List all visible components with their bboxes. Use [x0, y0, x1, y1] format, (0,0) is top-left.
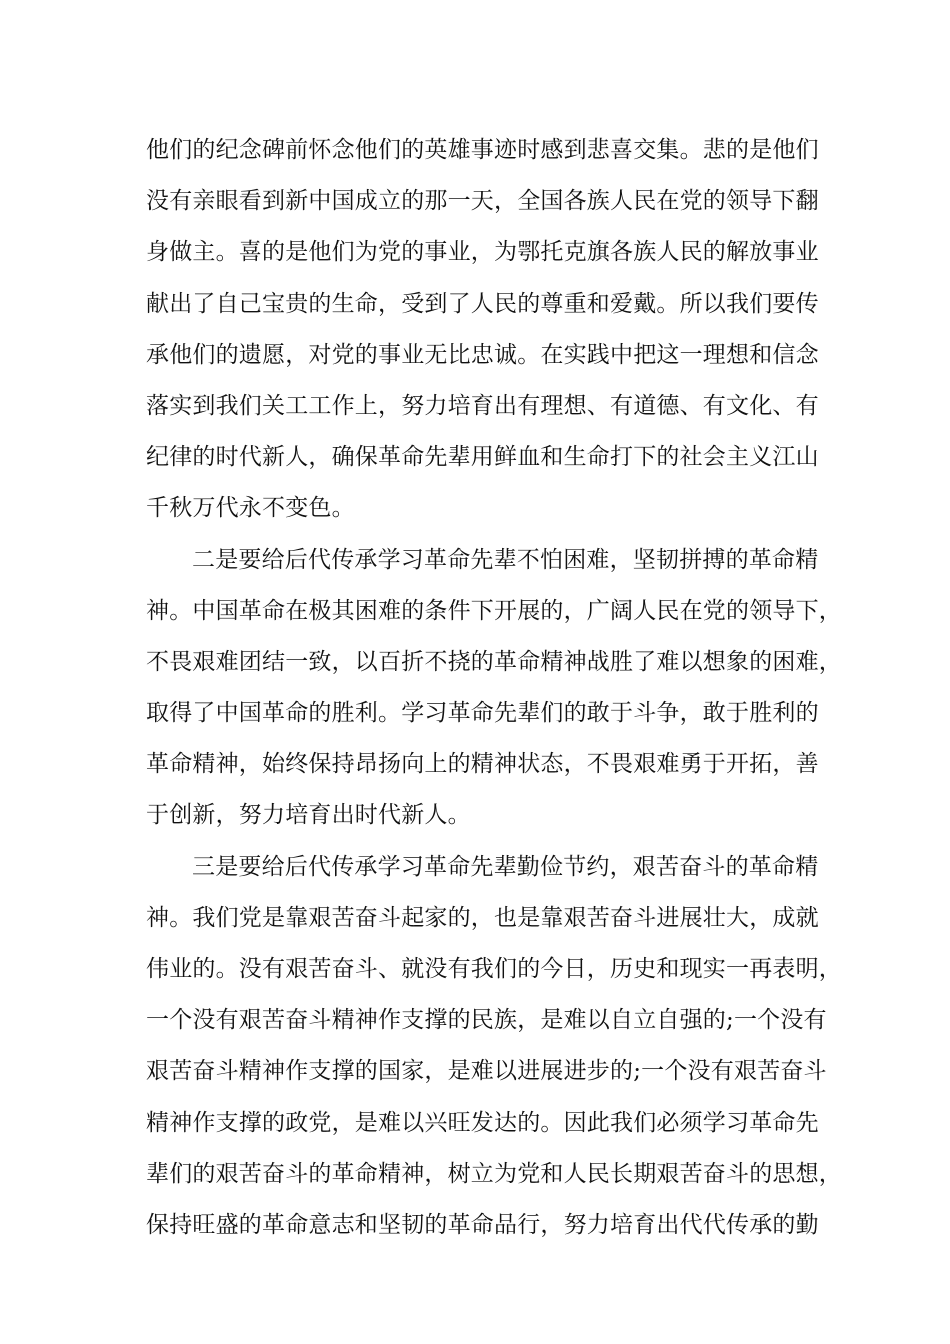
- text-line: 艰苦奋斗精神作支撑的国家，是难以进展进步的;一个没有艰苦奋斗: [146, 1058, 827, 1085]
- text-line: 于创新，努力培育出时代新人。: [146, 802, 471, 829]
- text-line: 没有亲眼看到新中国成立的那一天，全国各族人民在党的领导下翻: [146, 188, 819, 215]
- text-line: 伟业的。没有艰苦奋斗、就没有我们的今日，历史和现实一再表明，: [146, 956, 842, 982]
- text-line: 落实到我们关工工作上，努力培育出有理想、有道德、有文化、有: [146, 392, 819, 419]
- paragraph-start-line: 三是要给后代传承学习革命先辈勤俭节约，艰苦奋斗的革命精: [192, 853, 819, 880]
- text-line: 神。中国革命在极其困难的条件下开展的，广阔人民在党的领导下，: [146, 597, 842, 624]
- paragraph-start-line: 二是要给后代传承学习革命先辈不怕困难，坚韧拼搏的革命精: [192, 546, 819, 573]
- text-line: 不畏艰难团结一致，以百折不挠的革命精神战胜了难以想象的困难，: [146, 648, 842, 675]
- text-line: 保持旺盛的革命意志和坚韧的革命品行，努力培育出代代传承的勤: [146, 1211, 819, 1238]
- text-line: 一个没有艰苦奋斗精神作支撑的民族，是难以自立自强的;一个没有: [146, 1007, 827, 1034]
- text-line: 取得了中国革命的胜利。学习革命先辈们的敢于斗争，敢于胜利的: [146, 700, 819, 727]
- document-body: [146, 125, 842, 1251]
- text-line: 献出了自己宝贵的生命，受到了人民的尊重和爱戴。所以我们要传: [146, 290, 819, 317]
- text-line: 千秋万代永不变色。: [146, 495, 355, 522]
- text-line: 他们的纪念碑前怀念他们的英雄事迹时感到悲喜交集。悲的是他们: [146, 137, 819, 163]
- text-line: 辈们的艰苦奋斗的革命精神，树立为党和人民长期艰苦奋斗的思想，: [146, 1160, 842, 1187]
- text-line: 神。我们党是靠艰苦奋斗起家的，也是靠艰苦奋斗进展壮大，成就: [146, 904, 819, 931]
- text-line: 承他们的遗愿，对党的事业无比忠诚。在实践中把这一理想和信念: [146, 341, 819, 368]
- text-line: 革命精神，始终保持昂扬向上的精神状态，不畏艰难勇于开拓，善: [146, 751, 819, 778]
- text-line: 身做主。喜的是他们为党的事业，为鄂托克旗各族人民的解放事业: [146, 239, 819, 266]
- text-line: 纪律的时代新人，确保革命先辈用鲜血和生命打下的社会主义江山: [146, 444, 819, 471]
- text-line: 精神作支撑的政党，是难以兴旺发达的。因此我们必须学习革命先: [146, 1109, 819, 1136]
